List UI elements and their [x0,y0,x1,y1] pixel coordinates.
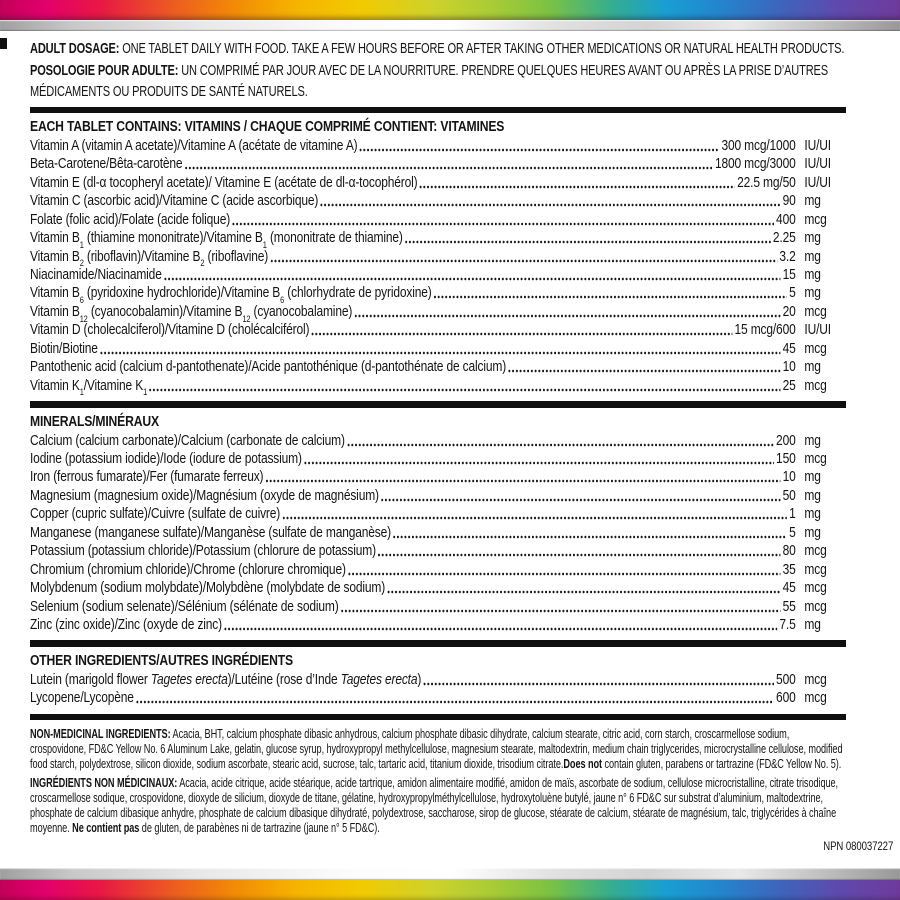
ingredient-unit: mg [804,615,821,633]
dotted-leader [381,498,780,502]
ingredient-label: Chromium (chromium chloride)/Chrome (chlorure chromique) [30,560,346,578]
ingredient-amount: 5 [789,284,796,302]
ingredient-row [30,358,846,376]
ingredient-unit: mg [804,192,821,210]
ingredient-row [30,689,846,707]
vitamins-rows [30,136,846,398]
ingredient-unit: IU/UI [804,321,831,339]
dotted-leader [378,553,780,557]
ingredient-label: Vitamin D (cholecalciferol)/Vitamine D (cholécalciférol) [30,321,310,339]
label-content [30,31,894,853]
ingredient-amount: 50 [782,486,796,504]
ingredient-label: Iron (ferrous fumarate)/Fer (fumarate ferreux) [30,468,264,486]
dotted-leader [420,185,735,189]
vitamins-header: EACH TABLET CONTAINS: VITAMINS / CHAQUE COMPRIMÉ CONTIENT: VITAMINES [30,118,505,135]
ingredient-label: Beta-Carotene/Bêta-carotène [30,155,183,173]
other-ingredients-rows [30,671,846,708]
divider-rule [30,640,846,647]
dotted-leader [100,351,780,355]
ingredient-row [30,266,846,284]
ingredient-unit: IU/UI [804,136,831,154]
minerals-header: MINERALS/MINÉRAUX [30,412,159,430]
ingredient-label: Vitamin A (vitamin A acetate)/Vitamine A (acétate de vitamine A) [30,136,358,154]
ingredient-row [30,598,846,616]
ingredient-amount: 15 mcg/600 [734,321,796,339]
ingredient-amount: 400 [776,210,796,228]
ingredient-row [30,302,846,324]
ingredient-amount: 600 [776,689,796,707]
minerals-rows [30,432,846,635]
ingredient-unit: mcg [804,376,827,394]
ingredient-row [30,561,846,579]
rainbow-bar-top [0,0,900,20]
dotted-leader [348,572,780,576]
ingredient-unit: mg [804,284,821,302]
ingredient-row [30,376,846,398]
silver-bar-top [0,20,900,31]
ingredient-row [30,487,846,505]
adult-dosage-en: ADULT DOSAGE: ONE TABLET DAILY WITH FOOD. TAKE A FEW HOURS BEFORE OR AFTER TAKING OTHER MEDICATIONS OR NATURAL HEALTH PRODUCTS. [30,40,845,57]
divider-rule [30,714,846,721]
ingredient-label: Lycopene/Lycopène [30,689,134,707]
dotted-leader [232,222,773,226]
ingredient-unit: mcg [804,670,827,688]
ingredient-label: Zinc (zinc oxide)/Zinc (oxyde de zinc) [30,615,222,633]
dotted-leader [283,516,787,520]
dotted-leader [136,700,773,704]
ingredient-row [30,671,846,689]
ingredient-label: Vitamin $B_2$ (riboflavin)/Vitamine $B_2$ (riboflavine) [30,247,269,269]
other-ingredients-header: OTHER INGREDIENTS/AUTRES INGRÉDIENTS [30,651,293,669]
dotted-leader [304,461,773,465]
ingredient-row [30,321,846,339]
adult-dosage-fr: POSOLOGIE POUR ADULTE: UN COMPRIMÉ PAR JOUR AVEC DE LA NOURRITURE. PRENDRE QUELQUES HEURES AVANT OU APRÈS LA PRISE D’AUTRES MÉDICAMENTS OU PRODUITS DE SANTÉ NATURELS. [30,61,828,100]
non-medicinal-section [30,727,846,835]
ingredient-row [30,229,846,250]
ingredient-row [30,211,846,229]
ingredient-amount: 200 [776,431,796,449]
ingredient-row [30,542,846,560]
ingredient-unit: IU/UI [804,155,831,173]
ingredient-row [30,174,846,192]
ingredient-unit: mg [804,505,821,523]
non-medicinal-ingredients-en: NON-MEDICINAL INGREDIENTS: Acacia, BHT, calcium phosphate dibasic anhydrous, calcium phosphate dibasic dihydrate, calcium stearate, citric acid, corn starch, croscarmellose sodium, crospovidone, FD&C Yellow No. 6 Aluminum Lake, gelatin, glucose syrup, hydroxypropyl methylcellulose, magnesium stearate, maltodextrin, medium chain triglycerides, microcrystalline cellulose, modified food starch, polydextrose, silicon dioxide, sodium ascorbate, stearic acid, sucrose, talc, tartaric acid, titanium dioxide, trisodium citrate.Does not contain gluten, parabens or tartrazine (FD&C Yellow No. 5). [30,727,843,772]
dotted-leader [321,203,781,207]
divider-rule [30,401,846,408]
ingredient-label: Vitamin $B_1$ (thiamine mononitrate)/Vitamine $B_1$ (mononitrate de thiamine) [30,229,403,250]
ingredient-label: Niacinamide/Niacinamide [30,266,162,284]
ingredient-unit: mcg [804,210,827,228]
ingredient-label: Manganese (manganese sulfate)/Manganèse (sulfate de manganèse) [30,523,391,541]
ingredient-label: Iodine (potassium iodide)/Iode (iodure de potassium) [30,450,302,468]
dotted-leader [424,682,774,686]
ingredient-row [30,616,846,634]
ingredient-amount: 15 [782,266,796,284]
ingredient-unit: mcg [804,542,827,560]
ingredient-row [30,137,846,155]
ingredient-unit: mg [804,431,821,449]
ingredient-row [30,450,846,468]
ingredient-amount: 25 [782,376,796,394]
ingredient-unit: mcg [804,339,827,357]
dotted-leader [224,627,777,631]
ingredient-amount: 1 [789,505,796,523]
dotted-leader [355,314,781,318]
ingredient-label: Potassium (potassium chloride)/Potassium (chlorure de potassium) [30,542,376,560]
ingredient-label: Vitamin E (dl-α tocopheryl acetate)/ Vitamine E (acétate de dl-α-tocophérol) [30,173,418,191]
section-vitamins [30,117,846,398]
ingredient-label: Vitamin $B_6$ (pyridoxine hydrochloride)/Vitamine $B_6$ (chlorhydrate de pyridoxine) [30,284,432,306]
ingredient-amount: 500 [776,670,796,688]
dotted-leader [266,479,780,483]
ingredient-row [30,155,846,173]
ingredient-label: Biotin/Biotine [30,339,98,357]
ingredient-label: Vitamin C (ascorbic acid)/Vitamine C (acide ascorbique) [30,192,319,210]
rainbow-bar-bottom [0,880,900,900]
dotted-leader [434,295,787,299]
ingredient-label: Vitamin $K_1$/Vitamine $K_1$ [30,376,148,398]
ingredient-label: Molybdenum (sodium molybdate)/Molybdène (molybdate de sodium) [30,579,386,597]
dotted-leader [312,332,732,336]
ingredient-row [30,247,846,269]
section-other-ingredients [30,651,846,708]
dotted-leader [164,277,780,281]
ingredient-amount: 7.5 [779,615,796,633]
ingredient-unit: mcg [804,689,827,707]
ingredient-row [30,579,846,597]
ingredient-label: Copper (cupric sulfate)/Cuivre (sulfate de cuivre) [30,505,281,523]
dotted-leader [347,443,773,447]
section-minerals [30,412,846,635]
ingredient-unit: mcg [804,302,827,320]
ingredient-amount: 10 [782,358,796,376]
ingredient-amount: 90 [782,192,796,210]
ingredient-unit: mcg [804,450,827,468]
ingredient-label: Folate (folic acid)/Folate (acide folique) [30,210,231,228]
ingredient-unit: mg [804,486,821,504]
ingredient-row [30,284,846,306]
ingredient-amount: 2.25 [772,229,796,247]
ingredient-amount: 10 [782,468,796,486]
ingredient-unit: mg [804,247,821,265]
ingredient-row [30,340,846,358]
edge-registration-mark [0,38,7,49]
ingredient-unit: mg [804,358,821,376]
ingredient-row [30,524,846,542]
ingredient-amount: 45 [782,339,796,357]
ingredient-amount: 1800 mcg/3000 [714,155,796,173]
ingredient-label: Selenium (sodium selenate)/Sélénium (sélénate de sodium) [30,597,339,615]
dosage-section [30,38,846,103]
dotted-leader [360,148,719,152]
ingredient-row [30,432,846,450]
dotted-leader [185,166,713,170]
ingredient-label: Vitamin $B_{12}$ (cyanocobalamin)/Vitamine $B_{12}$ (cyanocobalamine) [30,302,353,324]
ingredient-unit: mg [804,266,821,284]
dotted-leader [387,590,780,594]
silver-bar-bottom [0,868,900,880]
ingredient-row [30,192,846,210]
dotted-leader [393,535,786,539]
ingredient-amount: 45 [782,579,796,597]
ingredient-label: Pantothenic acid (calcium d-pantothenate)/Acide pantothénique (d-pantothénate de calcium) [30,358,507,376]
non-medicinal-ingredients-fr: INGRÉDIENTS NON MÉDICINAUX: Acacia, acide citrique, acide stéarique, acide tartrique, amidon alimentaire modifié, amidon de maïs, ascorbate de sodium, cellulose microcristalline, citrate trisodique, croscarmellose sodique, crospovidone, dioxyde de silicium, dioxyde de titane, gélatine, hydroxypropylméthylcellulose, hydroxytoluène butylé, jaune n° 6 FD&C sur substrat d’aluminium, maltodextrine, phosphate de calcium dibasique anhydre, phosphate de calcium dibasique dihydraté, polydextrose, saccharose, sirop de glucose, stéarate de calcium, stéarate de magnésium, talc, triglycérides à chaîne moyenne. Ne contient pas de gluten, de parabènes ni de tartrazine (jaune n° 5 FD&C). [30,776,839,835]
ingredient-unit: mg [804,523,821,541]
ingredient-amount: 300 mcg/1000 [721,136,796,154]
ingredient-label: Lutein (marigold flower Tagetes erecta)/Lutéine (rose d’Inde Tagetes erecta) [30,670,422,688]
dotted-leader [149,388,780,392]
ingredient-unit: mcg [804,579,827,597]
ingredient-amount: 22.5 mg/50 [737,173,796,191]
divider-rule [30,107,846,114]
ingredient-unit: IU/UI [804,173,831,191]
ingredient-amount: 55 [782,597,796,615]
ingredient-amount: 3.2 [779,247,796,265]
ingredient-amount: 35 [782,560,796,578]
ingredient-row [30,469,846,487]
ingredient-unit: mcg [804,597,827,615]
ingredient-amount: 150 [776,450,796,468]
ingredient-amount: 5 [789,523,796,541]
dotted-leader [405,240,770,244]
dotted-leader [341,609,780,613]
npn-number: NPN 080037227 [823,838,894,853]
ingredient-amount: 80 [782,542,796,560]
dotted-leader [508,369,780,373]
ingredient-unit: mcg [804,560,827,578]
ingredient-unit: mg [804,229,821,247]
ingredient-amount: 20 [782,302,796,320]
dotted-leader [271,259,777,263]
ingredient-label: Magnesium (magnesium oxide)/Magnésium (oxyde de magnésium) [30,486,379,504]
ingredient-unit: mg [804,468,821,486]
ingredient-label: Calcium (calcium carbonate)/Calcium (carbonate de calcium) [30,431,345,449]
ingredient-row [30,505,846,523]
